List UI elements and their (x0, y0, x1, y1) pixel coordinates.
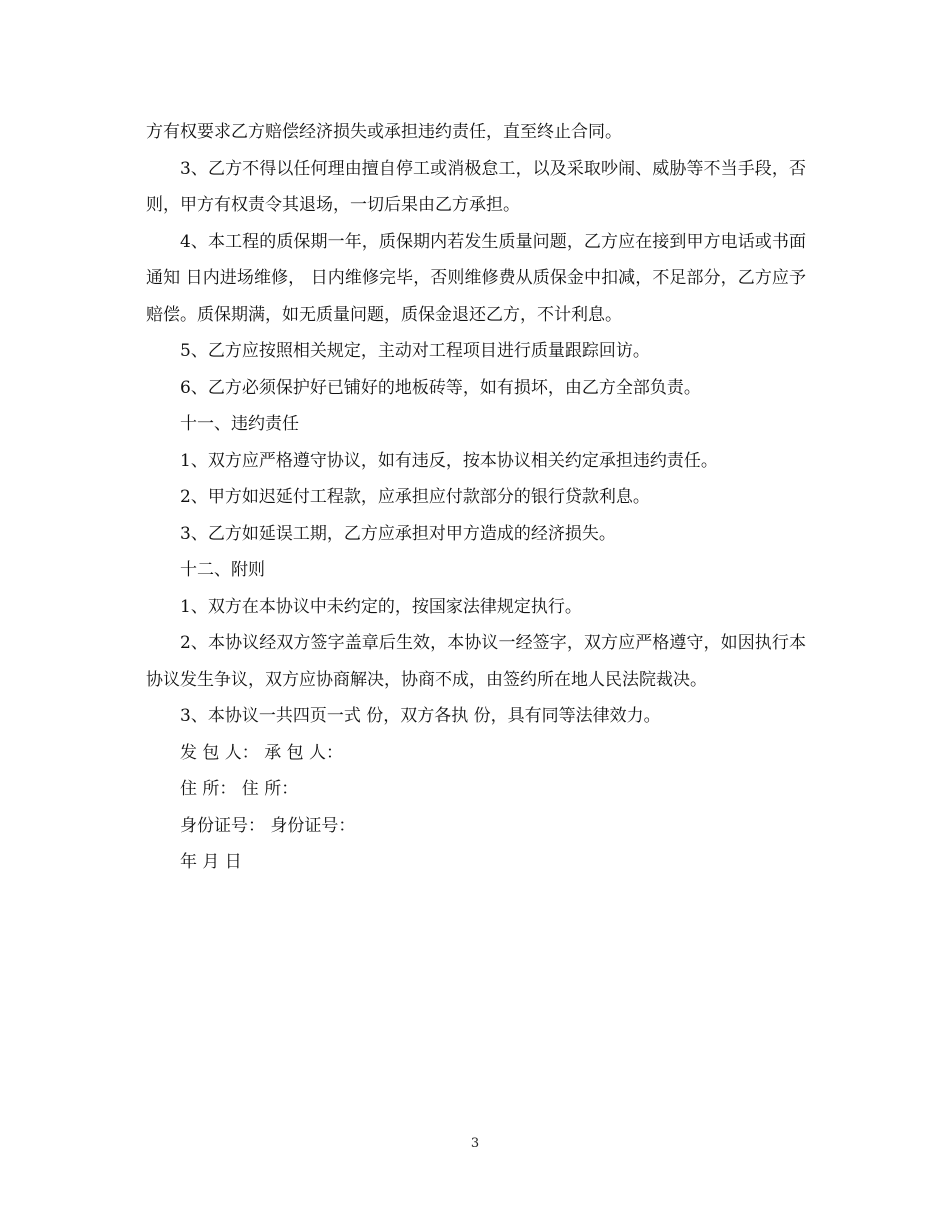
paragraph-12: 2、本协议经双方签字盖章后生效，本协议一经签字，双方应严格遵守，如因执行本协议发生争议，双方应协商解决，协商不成，由签约所在地人民法院裁决。 (146, 633, 806, 690)
paragraph-4: 5、乙方应按照相关规定，主动对工程项目进行质量跟踪回访。 (180, 341, 650, 361)
paragraph-13: 3、本协议一共四页一式 份，双方各执 份，具有同等法律效力。 (180, 706, 661, 726)
section-heading-12: 十二、附则 (180, 560, 265, 580)
signature-id-line: 身份证号： 身份证号： (180, 815, 356, 836)
paragraph-7: 1、双方应严格遵守协议，如有违反，按本协议相关约定承担违约责任。 (180, 450, 718, 471)
document-body (146, 114, 806, 881)
paragraph-5: 6、乙方必须保护好已铺好的地板砖等，如有损坏，由乙方全部负责。 (180, 377, 701, 398)
signature-address-line: 住 所： 住 所： (180, 779, 299, 799)
paragraph-8: 2、甲方如迟延付工程款，应承担应付款部分的银行贷款利息。 (180, 487, 650, 507)
paragraph-9: 3、乙方如延误工期，乙方应承担对甲方造成的经济损失。 (180, 523, 616, 544)
section-heading-11: 十一、违约责任 (180, 414, 299, 434)
paragraph-3: 4、本工程的质保期一年，质保期内若发生质量问题，乙方应在接到甲方电话或书面通知 日内进场维修， 日内维修完毕，否则维修费从质保金中扣减，不足部分，乙方应予赔偿。质保期满，如无质量问题，质保金退还乙方，不计利息。 (146, 231, 806, 325)
signature-party-line: 发 包 人： 承 包 人： (180, 742, 344, 763)
paragraph-2: 3、乙方不得以任何理由擅自停工或消极怠工，以及采取吵闹、威胁等不当手段，否则，甲方有权责令其退场，一切后果由乙方承担。 (146, 158, 806, 215)
paragraph-11: 1、双方在本协议中未约定的，按国家法律规定执行。 (180, 596, 582, 617)
signature-date-line: 年 月 日 (180, 852, 242, 872)
paragraph-1: 方有权要求乙方赔偿经济损失或承担违约责任，直至终止合同。 (146, 122, 622, 142)
page-number: 3 (470, 1136, 480, 1151)
